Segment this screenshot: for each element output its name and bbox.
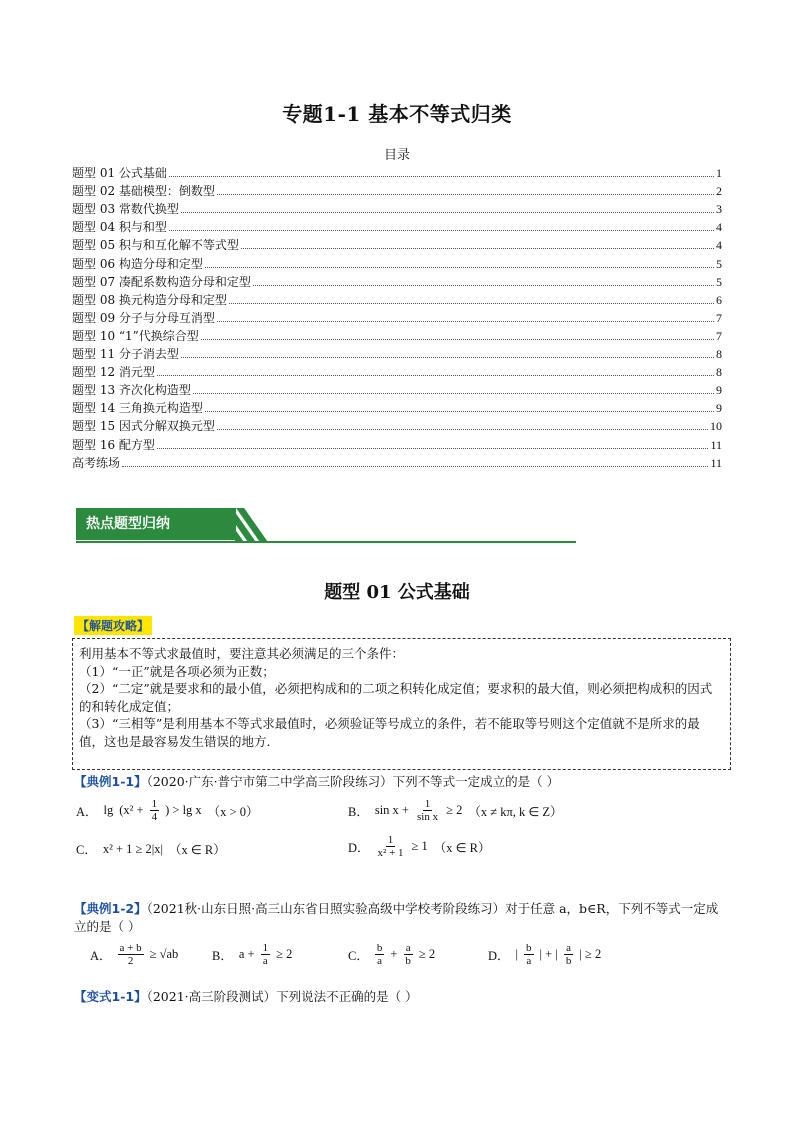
option-a <box>90 942 178 967</box>
toc-leader-dots <box>229 303 714 304</box>
option-letter: A． <box>76 804 98 819</box>
toc-item[interactable] <box>72 452 722 470</box>
toc-item-label: 题型 07 凑配系数构造分母和定型 <box>72 274 251 289</box>
section-title: 题型 01 公式基础 <box>324 582 470 603</box>
banner-label: 热点题型归纳 <box>76 508 236 540</box>
option-expr: ) > lg x <box>165 803 202 817</box>
toc-leader-dots <box>169 176 714 177</box>
option-b <box>212 942 292 967</box>
toc-page-number: 3 <box>716 202 722 217</box>
hot-topic-banner <box>76 508 576 544</box>
toc-leader-dots <box>157 448 709 449</box>
toc-item[interactable] <box>72 433 722 451</box>
toc-page-number: 8 <box>716 347 722 362</box>
option-condition: （x ∈ R） <box>433 840 491 855</box>
toc-item-label: 题型 11 分子消去型 <box>72 347 179 362</box>
toc-item-label: 题型 04 积与和型 <box>72 220 167 235</box>
toc-item[interactable] <box>72 252 722 270</box>
example-text: （2021秋·山东日照·高三山东省日照实验高级中学校考阶段练习）对于任意 a，b∈R，下列不等式一定成立的是（ ） <box>74 901 719 934</box>
option-letter: B． <box>212 948 233 963</box>
example-tag: 【典例1-2】 <box>74 901 147 916</box>
toc-item[interactable] <box>72 271 722 289</box>
toc-page-number: 7 <box>716 328 722 343</box>
toc-leader-dots <box>193 393 714 394</box>
toc-item-label: 题型 15 因式分解双换元型 <box>72 419 215 434</box>
toc-item[interactable] <box>72 162 722 180</box>
strategy-box <box>72 638 731 770</box>
toc-page-number: 5 <box>716 256 722 271</box>
fraction: $\frac{1}{a}$ <box>262 942 269 967</box>
table-of-contents <box>72 162 722 470</box>
example-1-2 <box>74 900 724 936</box>
toc-item-label: 题型 12 消元型 <box>72 365 155 380</box>
option-c <box>76 840 226 858</box>
option-letter: B． <box>348 804 369 819</box>
toc-item-label: 题型 02 基础模型：倒数型 <box>72 184 215 199</box>
toc-leader-dots <box>205 411 714 412</box>
fraction: $\frac{1}{\text{x² + 1}}$ <box>377 834 404 859</box>
option-c <box>348 942 435 967</box>
toc-page-number: 2 <box>716 184 722 199</box>
option-expr: ≥ 2 <box>418 947 436 961</box>
toc-item-label: 题型 05 积与和互化解不等式型 <box>72 238 239 253</box>
toc-item[interactable] <box>72 379 722 397</box>
page-title: 专题1-1 基本不等式归类 <box>282 102 512 126</box>
option-expr: | <box>515 947 519 961</box>
option-letter: A． <box>90 948 112 963</box>
toc-item[interactable] <box>72 343 722 361</box>
toc-item[interactable] <box>72 180 722 198</box>
option-letter: C． <box>348 948 369 963</box>
toc-item-label: 题型 01 公式基础 <box>72 166 167 181</box>
toc-leader-dots <box>217 194 714 195</box>
toc-page-number: 4 <box>716 238 722 253</box>
strategy-line: （1）“一正”就是各项必须为正数； <box>79 663 275 679</box>
example-1-1 <box>74 773 724 791</box>
strategy-line: 利用基本不等式求最值时，要注意其必须满足的三个条件： <box>79 646 405 661</box>
toc-item[interactable] <box>72 234 722 252</box>
toc-item-label: 题型 16 配方型 <box>72 437 155 452</box>
toc-leader-dots <box>253 285 714 286</box>
option-letter: D． <box>348 840 370 855</box>
toc-leader-dots <box>205 267 714 268</box>
toc-item-label: 题型 09 分子与分母互消型 <box>72 310 215 325</box>
toc-leader-dots <box>181 357 714 358</box>
variant-1-1 <box>74 988 724 1006</box>
option-expr: + <box>390 947 398 961</box>
toc-item-label: 题型 13 齐次化构造型 <box>72 383 191 398</box>
toc-page-number: 10 <box>710 419 722 434</box>
toc-page-number: 1 <box>716 166 722 181</box>
fraction: $\frac{b}{a}$ <box>376 942 383 967</box>
option-expr: ≥ √ab <box>149 947 179 961</box>
toc-page-number: 4 <box>716 220 722 235</box>
toc-page-number: 11 <box>710 437 722 452</box>
toc-leader-dots <box>157 375 714 376</box>
option-a <box>76 798 258 823</box>
toc-page-number: 9 <box>716 401 722 416</box>
toc-page-number: 11 <box>710 455 722 470</box>
option-d <box>488 942 601 967</box>
fraction: $\frac{b}{a}$ <box>526 942 532 967</box>
toc-item-label: 题型 06 构造分母和定型 <box>72 256 203 271</box>
option-expr: | + | <box>539 947 558 961</box>
toc-item[interactable] <box>72 361 722 379</box>
fraction: $\frac{a}{b}$ <box>405 942 411 967</box>
toc-item-label: 题型 10 “1”代换综合型 <box>72 328 199 343</box>
banner-underline <box>76 541 576 543</box>
fraction: $\frac{1}{\text{sin x}}$ <box>416 798 439 823</box>
strategy-line: （2）“二定”就是要求和的最小值，必须把构成和的二项之积转化成定值；要求积的最大值，则必须把构成积的因式的和转化成定值； <box>79 681 713 714</box>
toc-page-number: 7 <box>716 310 722 325</box>
option-expr: | ≥ 2 <box>579 947 602 961</box>
option-expr: ≥ 2 <box>446 803 463 817</box>
toc-item[interactable] <box>72 198 722 216</box>
toc-item-label: 题型 03 常数代换型 <box>72 202 179 217</box>
option-expr: (x² + <box>119 803 144 817</box>
option-letter: D． <box>488 948 510 963</box>
strategy-line: （3）“三相等”是利用基本不等式求最值时，必须验证等号成立的条件，若不能取等号则这个定值就不是所求的最值，这也是最容易发生错误的地方. <box>79 716 700 749</box>
example-tag: 【典例1-1】 <box>74 774 147 789</box>
toc-item[interactable] <box>72 216 722 234</box>
toc-page-number: 5 <box>716 274 722 289</box>
toc-page-number: 8 <box>716 365 722 380</box>
toc-item[interactable] <box>72 415 722 433</box>
option-letter: C． <box>76 843 97 857</box>
option-expr: lg <box>103 803 114 817</box>
example-text: （2020·广东·普宁市第二中学高三阶段练习）下列不等式一定成立的是（ ） <box>146 774 560 789</box>
toc-item-label: 题型 14 三角换元构造型 <box>72 401 203 416</box>
option-expr: ≥ 2 <box>276 947 293 961</box>
toc-leader-dots <box>217 321 714 322</box>
toc-item-label: 高考练场 <box>72 455 121 470</box>
toc-leader-dots <box>122 466 708 467</box>
toc-item[interactable] <box>72 307 722 325</box>
option-d <box>348 834 491 859</box>
fraction: $\frac{a + b}{2}$ <box>119 942 142 967</box>
toc-leader-dots <box>169 230 714 231</box>
toc-leader-dots <box>181 212 714 213</box>
toc-page-number: 6 <box>716 292 722 307</box>
option-condition: （x > 0） <box>207 804 259 819</box>
fraction: $\frac{a}{b}$ <box>565 942 572 967</box>
toc-leader-dots <box>217 429 708 430</box>
option-b <box>348 798 563 823</box>
toc-item[interactable] <box>72 289 722 307</box>
option-expr: ≥ 1 <box>411 839 428 853</box>
option-condition: （x ∈ R） <box>169 843 226 857</box>
variant-tag: 【变式1-1】 <box>74 989 147 1004</box>
strategy-tag: 【解题攻略】 <box>74 616 152 635</box>
option-expr: sin x + <box>374 803 409 817</box>
toc-item[interactable] <box>72 325 722 343</box>
option-expr: x² + 1 ≥ 2|x| <box>102 841 164 856</box>
option-condition: （x ≠ kπ, k ∈ Z） <box>468 804 563 819</box>
toc-item[interactable] <box>72 397 722 415</box>
toc-leader-dots <box>201 339 714 340</box>
toc-page-number: 9 <box>716 383 722 398</box>
option-expr: a + <box>238 947 255 961</box>
variant-text: （2021·高三阶段测试）下列说法不正确的是（ ） <box>146 989 418 1004</box>
toc-item-label: 题型 08 换元构造分母和定型 <box>72 292 227 307</box>
fraction: $\frac{1}{4}$ <box>151 798 158 823</box>
toc-leader-dots <box>241 248 714 249</box>
toc-heading: 目录 <box>383 148 410 163</box>
